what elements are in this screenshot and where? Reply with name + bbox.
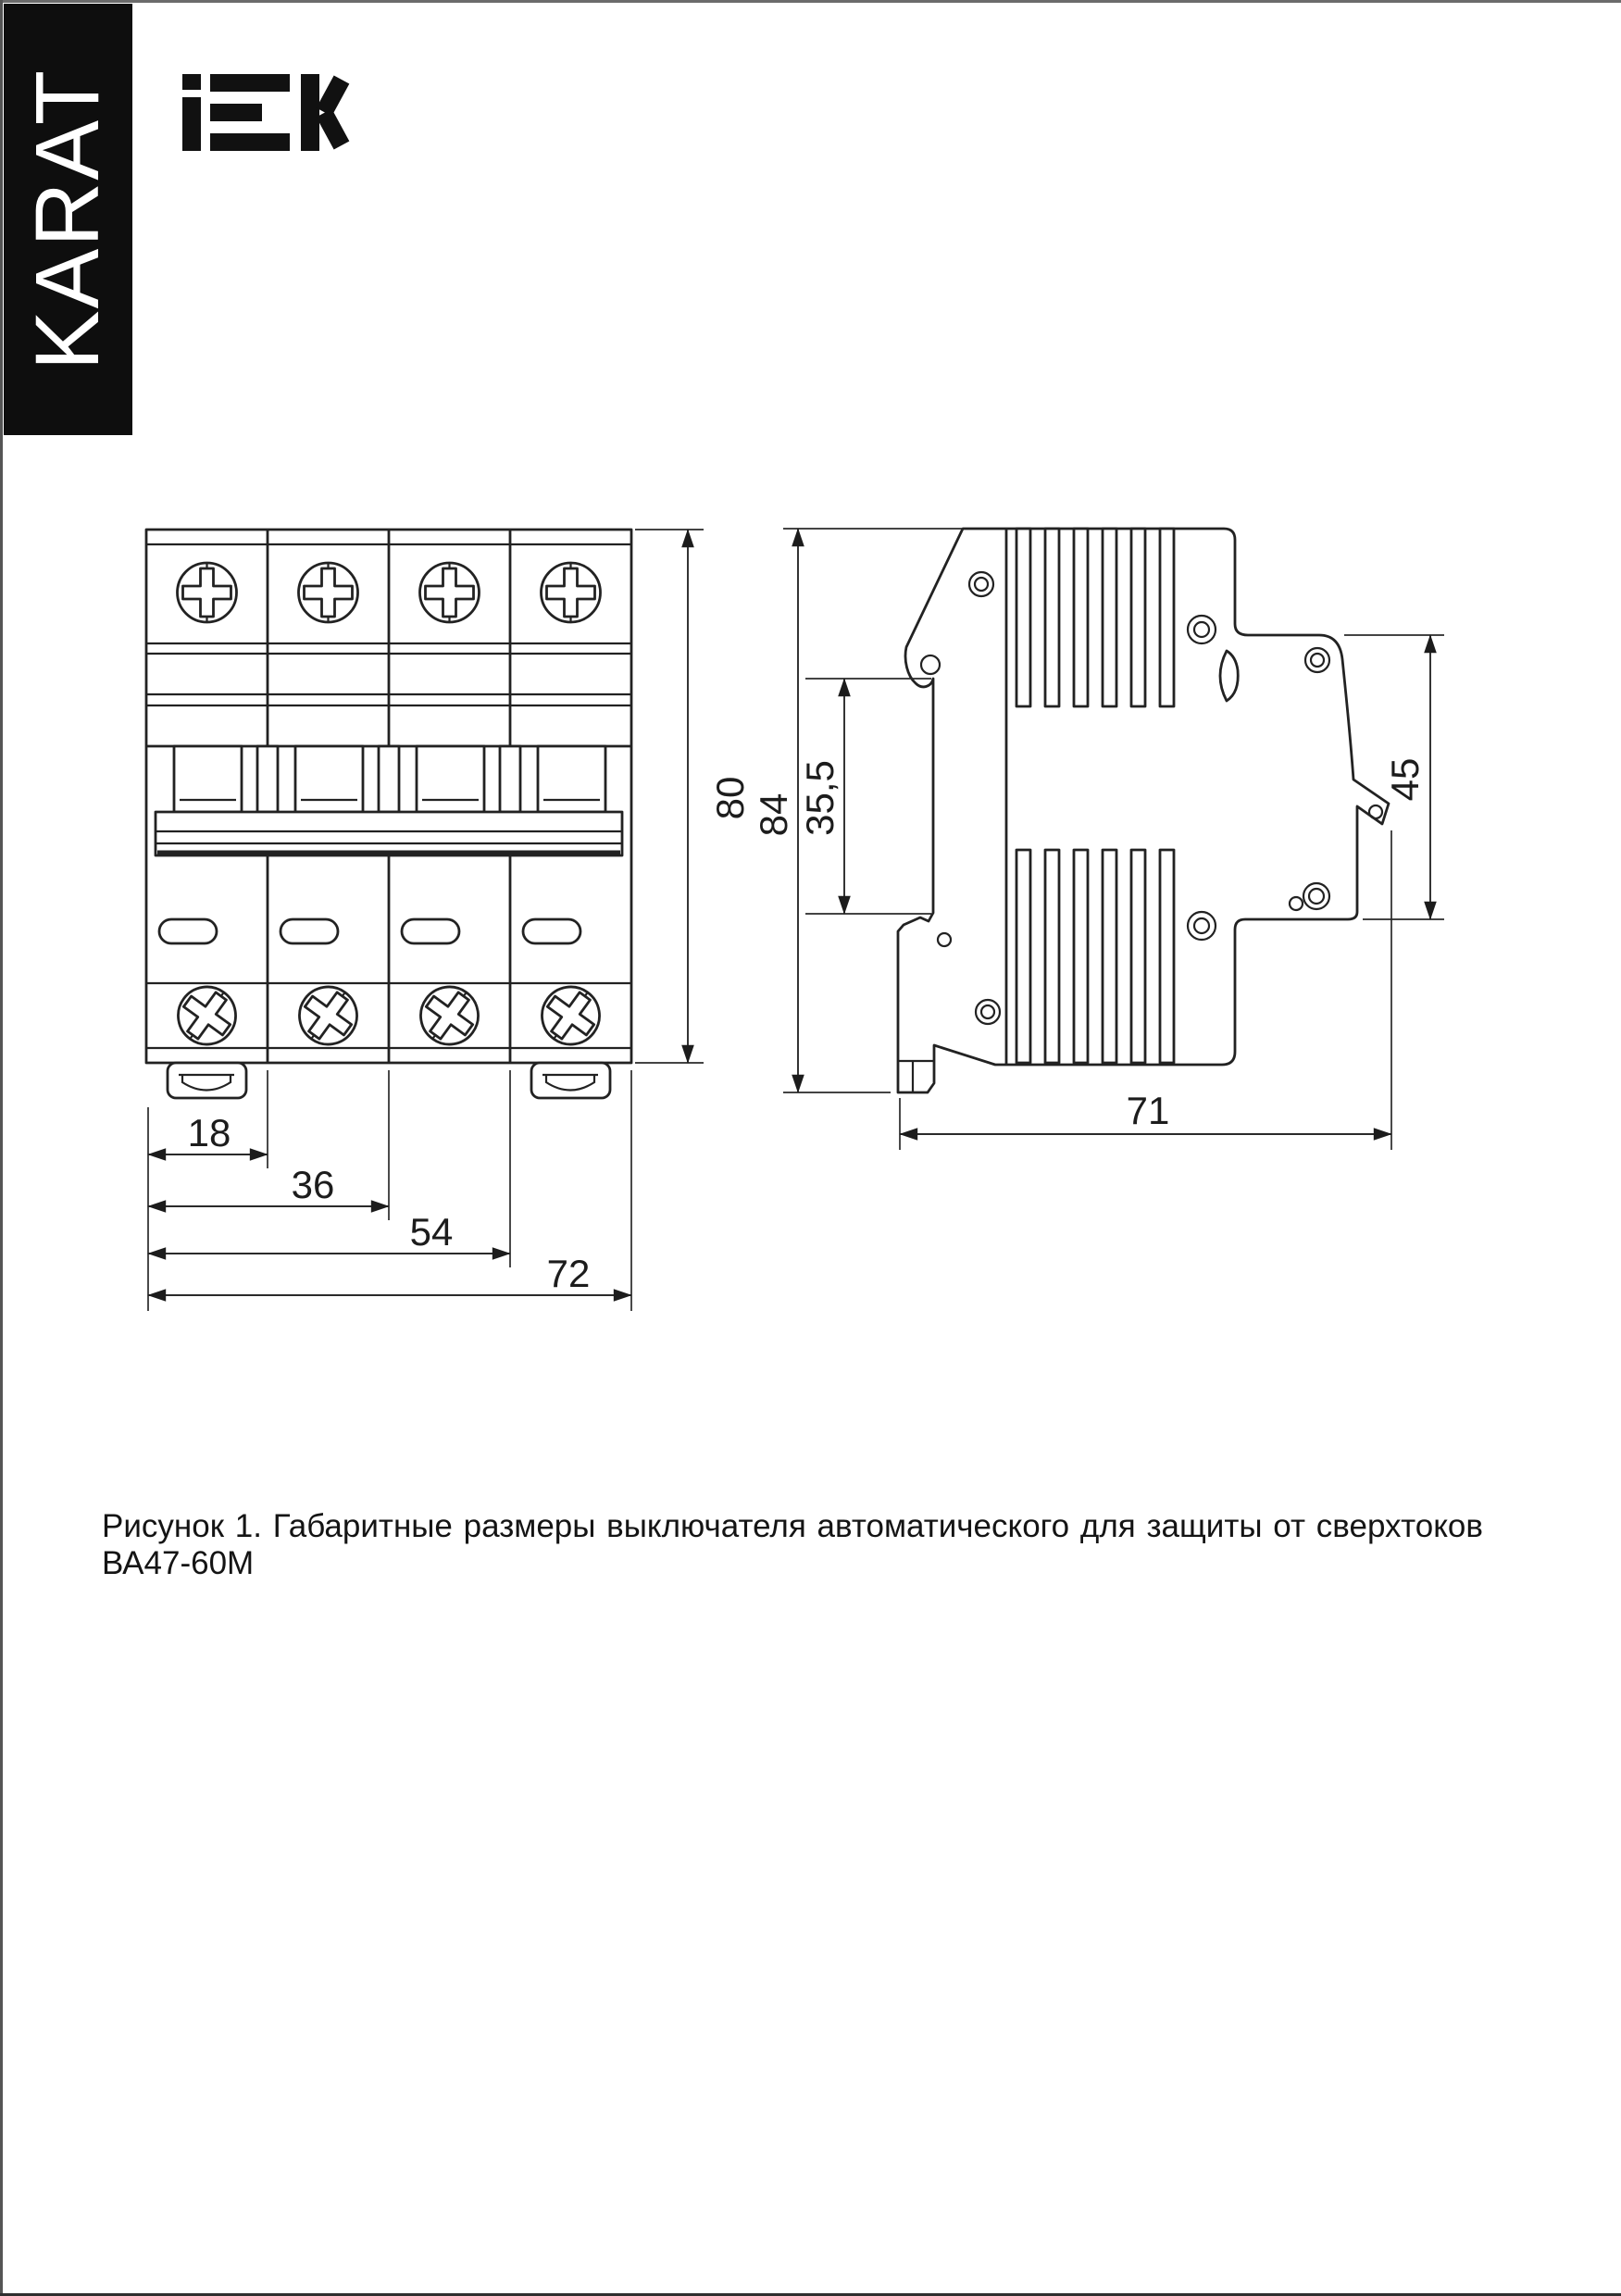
dim-label-18: 18 xyxy=(187,1111,231,1154)
side-view xyxy=(898,529,1389,1092)
karat-series-label: KARAT xyxy=(17,68,118,371)
dim-label-72: 72 xyxy=(546,1252,591,1295)
dim-label-54: 54 xyxy=(409,1210,454,1254)
front-view xyxy=(146,530,631,1098)
dim-label-80: 80 xyxy=(708,776,752,820)
dim-label-84: 84 xyxy=(752,792,795,837)
dim-label-71: 71 xyxy=(1126,1089,1170,1132)
dim-label-45: 45 xyxy=(1383,757,1427,802)
figure-caption: Рисунок 1. Габаритные размеры выключателя автоматического для защиты от сверхтоков ВА47-60М xyxy=(102,1508,1483,1581)
front-handle-tie-bar xyxy=(156,812,622,855)
side-curved-slot xyxy=(1220,651,1238,701)
dim-label-35-5: 35,5 xyxy=(798,760,842,836)
dim-label-36: 36 xyxy=(291,1163,335,1206)
